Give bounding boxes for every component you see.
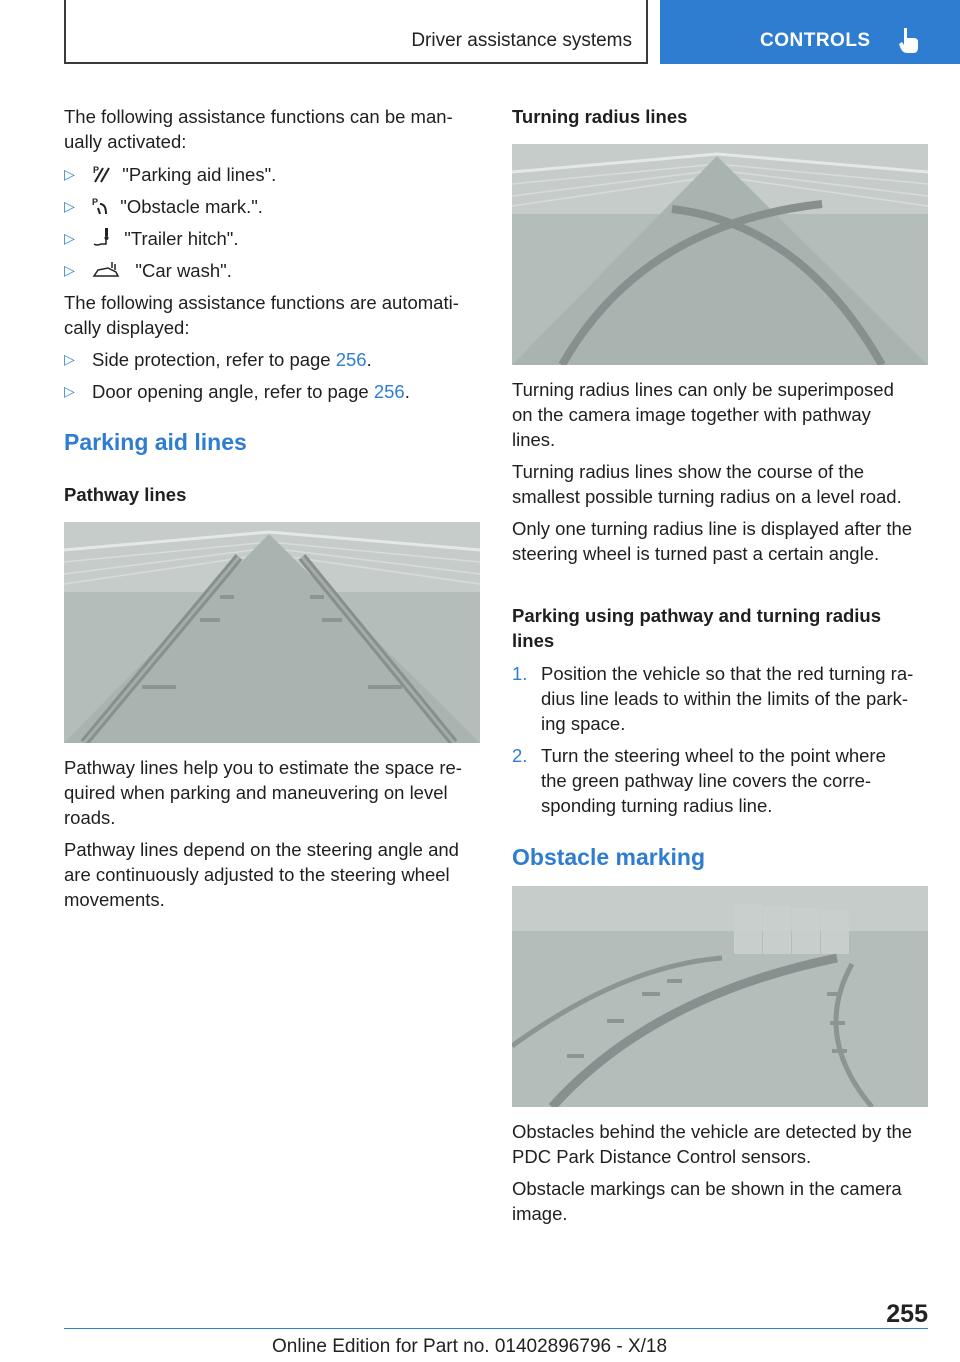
intro-manual [64,104,480,154]
heading-line: Parking using pathway and turning radius [512,605,882,626]
list-item-label: Door opening angle, refer to page [92,381,374,402]
text-line: Obstacles behind the vehicle are detected by the [512,1121,913,1142]
text-line: The following assistance functions can be man- [64,106,453,127]
text-line: dius line leads to within the limits of the park- [541,688,909,709]
text-line: Only one turning radius line is displayed after the [512,518,913,539]
list-item-label: "Car wash". [135,260,232,281]
steps-list [512,661,928,821]
text-line: PDC Park Distance Control sensors. [512,1146,812,1167]
text-line: Turning radius lines show the course of the [512,461,865,482]
text-line: ually activated: [64,131,187,152]
list-item-label: Side protection, refer to page [92,349,336,370]
svg-text:P: P [93,165,100,175]
step-number: 1. [512,663,528,684]
text-line: smallest possible turning radius on a level road. [512,486,902,507]
pointing-hand-icon [898,26,920,59]
text-line: sponding turning radius line. [541,795,773,816]
text-line: are continuously adjusted to the steering wheel [64,864,450,885]
turning-radius-image [512,144,928,365]
triangle-bullet-icon: ▷ [64,198,75,214]
text-line: roads. [64,807,116,828]
triangle-bullet-icon: ▷ [64,383,75,399]
triangle-bullet-icon: ▷ [64,230,75,246]
list-item-label: "Parking aid lines". [122,164,277,185]
punctuation: . [366,349,372,370]
header-section-box [64,0,648,64]
triangle-bullet-icon: ▷ [64,262,75,278]
svg-text:P: P [92,197,99,207]
list-item-label: "Obstacle mark.". [120,196,263,217]
page-number: 255 [886,1300,928,1328]
text-line: steering wheel is turned past a certain angle. [512,543,880,564]
step-number: 2. [512,745,528,766]
pathway-para-1 [64,755,480,830]
obstacle-marking-icon [92,196,110,222]
list-item-label: "Trailer hitch". [124,228,239,249]
punctuation: . [404,381,410,402]
chapter-tab[interactable] [660,0,960,64]
turning-para-1 [512,377,928,452]
text-line: Obstacle markings can be shown in the camera [512,1178,902,1199]
text-line: Pathway lines depend on the steering angle and [64,839,459,860]
text-line: Pathway lines help you to estimate the space re- [64,757,462,778]
subsection-heading: Pathway lines [64,484,187,505]
text-line: Turn the steering wheel to the point where [541,745,886,766]
turning-para-3 [512,516,928,566]
page-link[interactable]: 256 [373,381,405,402]
pathway-lines-image [64,522,480,743]
subsection-heading: Turning radius lines [512,106,688,127]
triangle-bullet-icon: ▷ [64,166,75,182]
text-line: cally displayed: [64,317,190,338]
text-line: the green pathway line covers the corre- [541,770,872,791]
edition-note: Online Edition for Part no. 01402896796 - X/18 [272,1336,668,1357]
obstacle-marking-image [512,886,928,1107]
heading-line: lines [512,630,555,651]
obstacle-para-1 [512,1119,928,1169]
trailer-hitch-icon [92,226,114,254]
page-link[interactable]: 256 [335,349,367,370]
subsection-heading [512,603,928,653]
pathway-para-2 [64,837,480,912]
text-line: Position the vehicle so that the red turning ra- [541,663,914,684]
text-line: The following assistance functions are automati- [64,292,459,313]
obstacle-para-2 [512,1176,928,1226]
triangle-bullet-icon: ▷ [64,351,75,367]
text-line: ing space. [541,713,626,734]
car-wash-icon [92,260,120,286]
turning-para-2 [512,459,928,509]
section-heading: Obstacle marking [512,844,706,870]
section-title: Driver assistance systems [411,30,632,51]
text-line: quired when parking and maneuvering on level [64,782,448,803]
text-line: movements. [64,889,165,910]
text-line: on the camera image together with pathway [512,404,871,425]
text-line: lines. [512,429,556,450]
text-line: image. [512,1203,568,1224]
chapter-title: CONTROLS [760,30,871,51]
section-heading: Parking aid lines [64,429,247,455]
text-line: Turning radius lines can only be superimposed [512,379,894,400]
parking-aid-lines-icon [92,164,112,190]
footer-rule [64,1328,928,1329]
intro-auto [64,290,480,340]
